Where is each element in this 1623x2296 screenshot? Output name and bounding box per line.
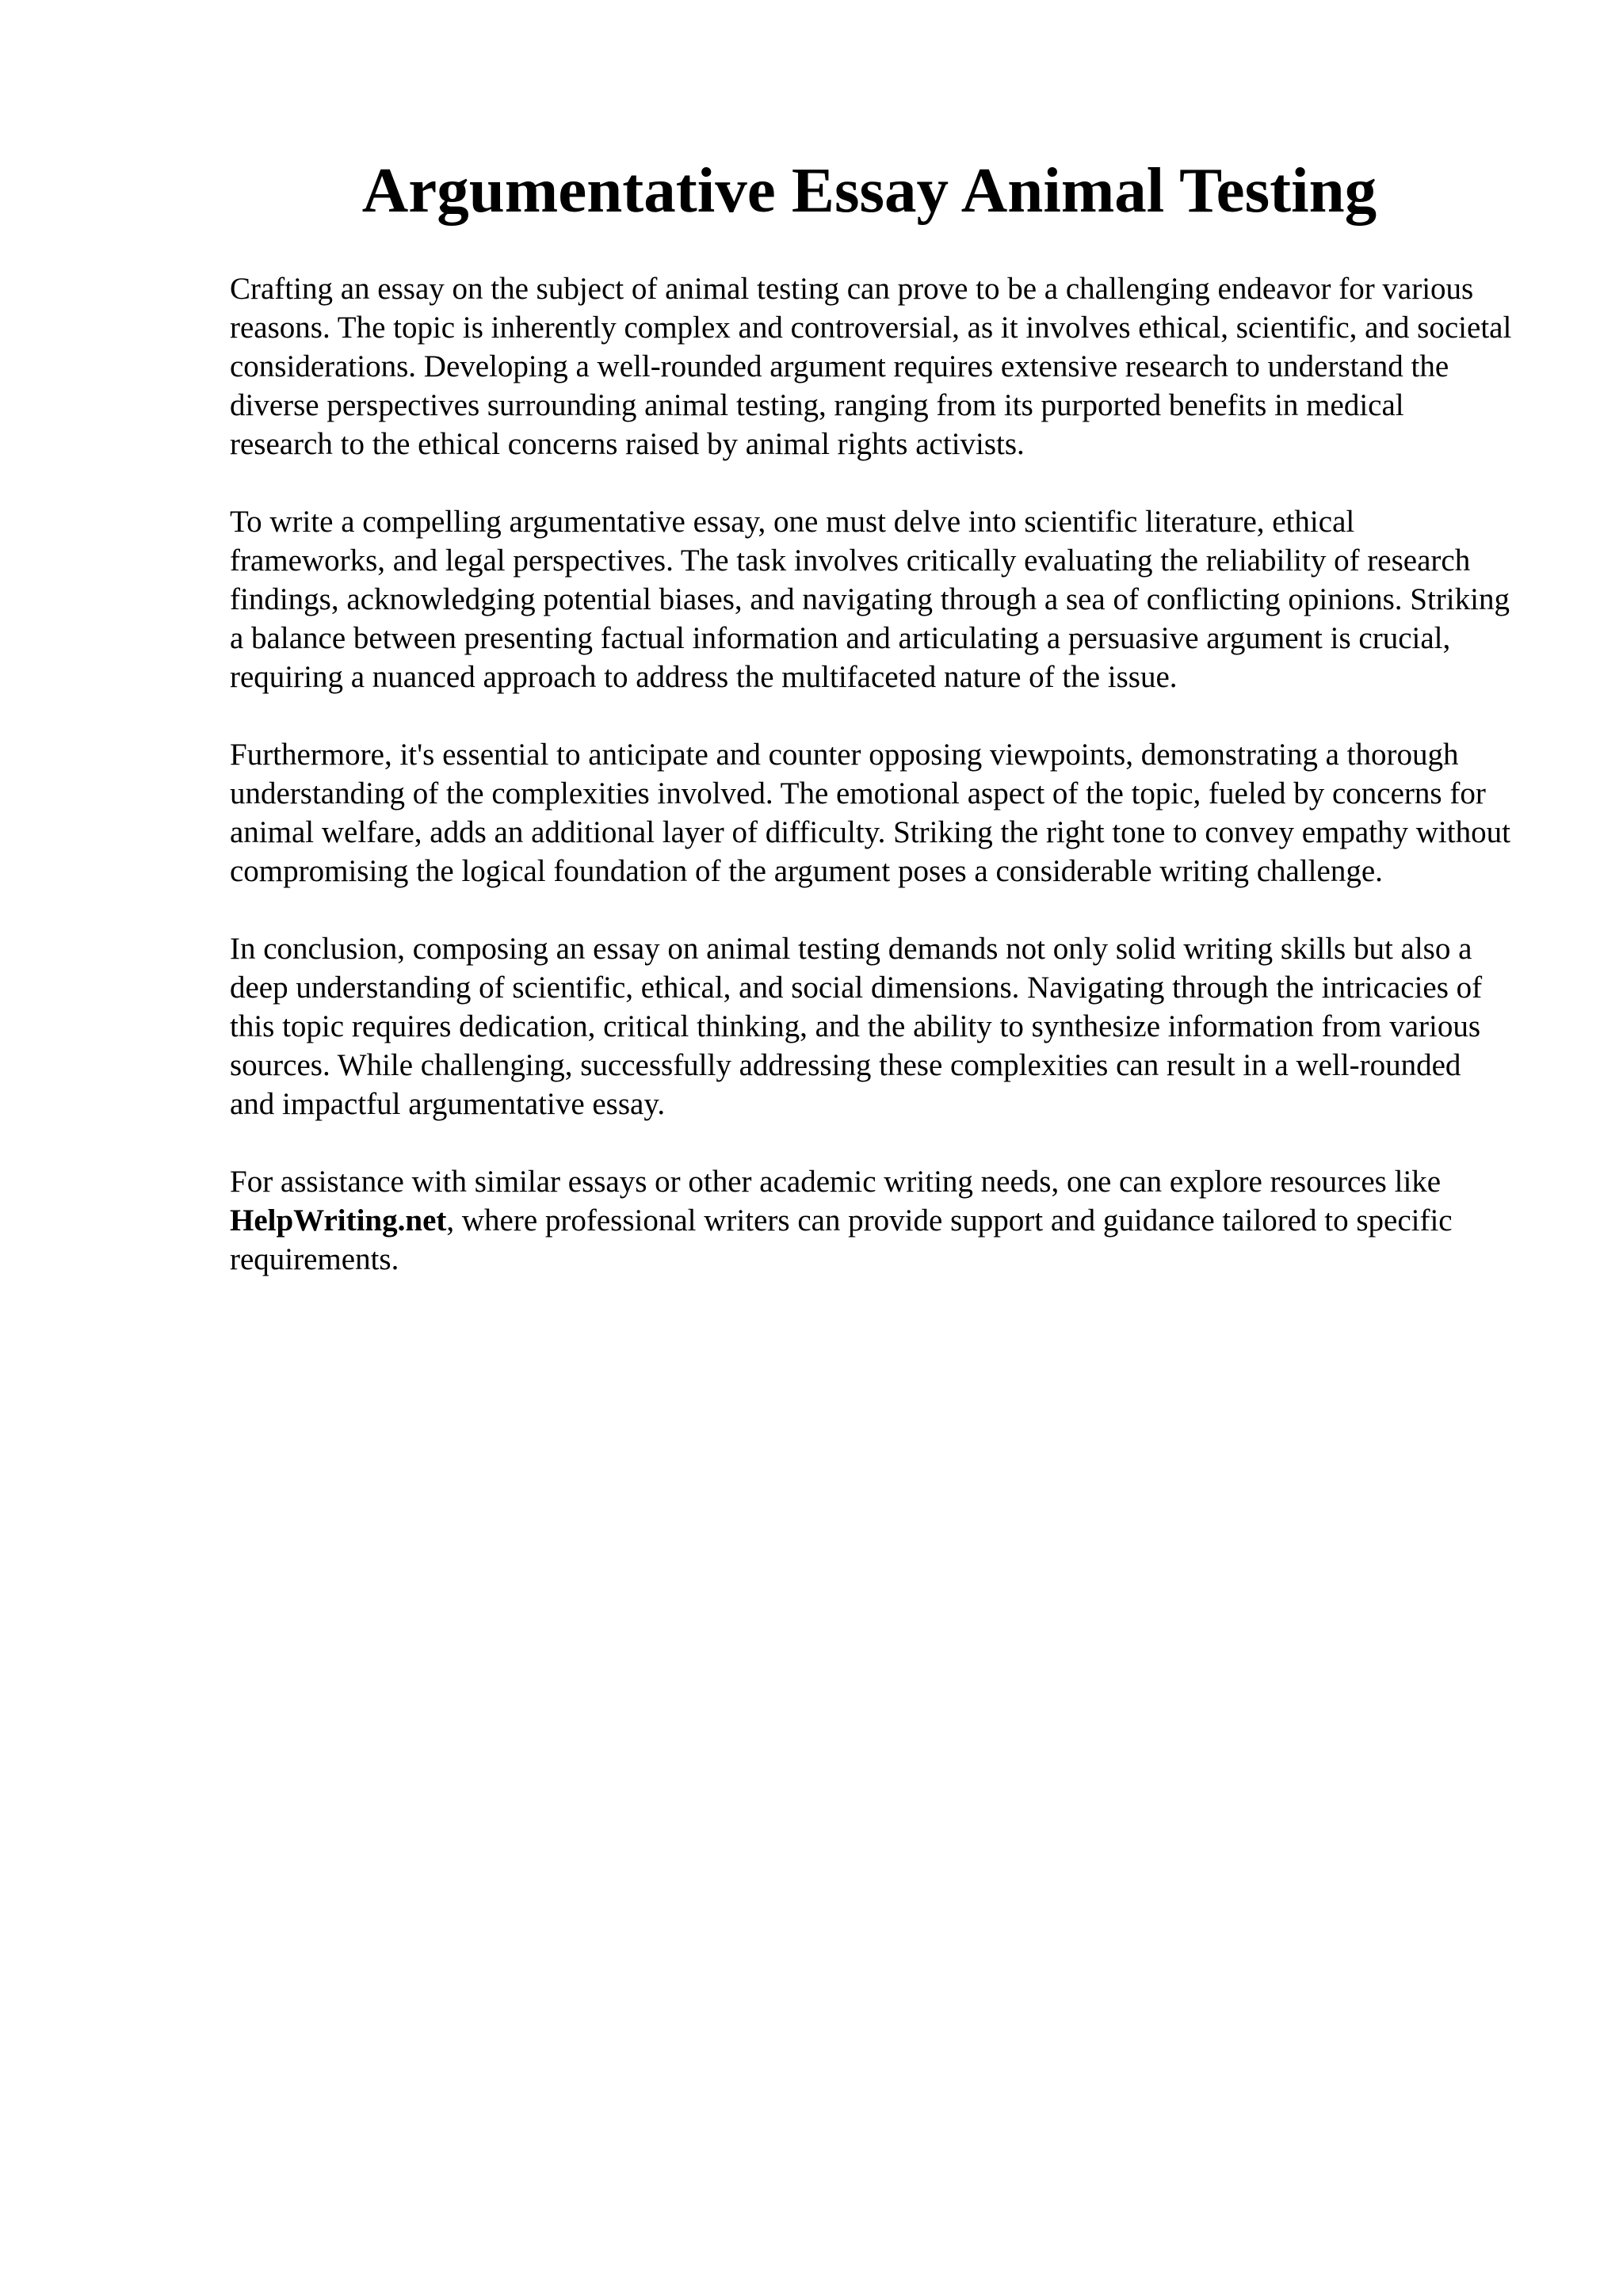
closing-text-after: , where professional writers can provide support and guidance tailored to specific requirements. (230, 1203, 1453, 1276)
document-title: Argumentative Essay Animal Testing (361, 154, 1377, 226)
brand-name: HelpWriting.net (230, 1203, 447, 1238)
paragraph-4: In conclusion, composing an essay on animal testing demands not only solid writing skills but also a deep understanding of scientific, ethical, and social dimensions. Navigating through the intricacies of this topic requires dedication, critical thinking, and the ability to synthesize information from various sources. While challenging, successfully addressing these complexities can result in a well-rounded and impactful argumentative essay. (230, 932, 1483, 1121)
closing-paragraph (230, 1162, 1512, 1279)
closing-text-before: For assistance with similar essays or other academic writing needs, one can explore resources like (230, 1165, 1442, 1199)
paragraph-2: To write a compelling argumentative essay, one must delve into scientific literature, ethical frameworks, and legal perspectives. The task involves critically evaluating the reliability of research findings, acknowledging potential biases, and navigating through a sea of conflicting opinions. Striking a balance between presenting factual information and articulating a persuasive argument is crucial, requiring a nuanced approach to address the multifaceted nature of the issue. (230, 505, 1510, 694)
paragraph-1: Crafting an essay on the subject of animal testing can prove to be a challenging endeavor for various reasons. The topic is inherently complex and controversial, as it involves ethical, scientific, and societal considerations. Developing a well-rounded argument requires extensive research to understand the diverse perspectives surrounding animal testing, ranging from its purported benefits in medical research to the ethical concerns raised by animal rights activists. (230, 272, 1512, 461)
paragraph-3: Furthermore, it's essential to anticipate and counter opposing viewpoints, demonstrating a thorough understanding of the complexities involved. The emotional aspect of the topic, fueled by concerns for animal welfare, adds an additional layer of difficulty. Striking the right tone to convey empathy without compromising the logical foundation of the argument poses a considerable writing challenge. (230, 738, 1510, 888)
